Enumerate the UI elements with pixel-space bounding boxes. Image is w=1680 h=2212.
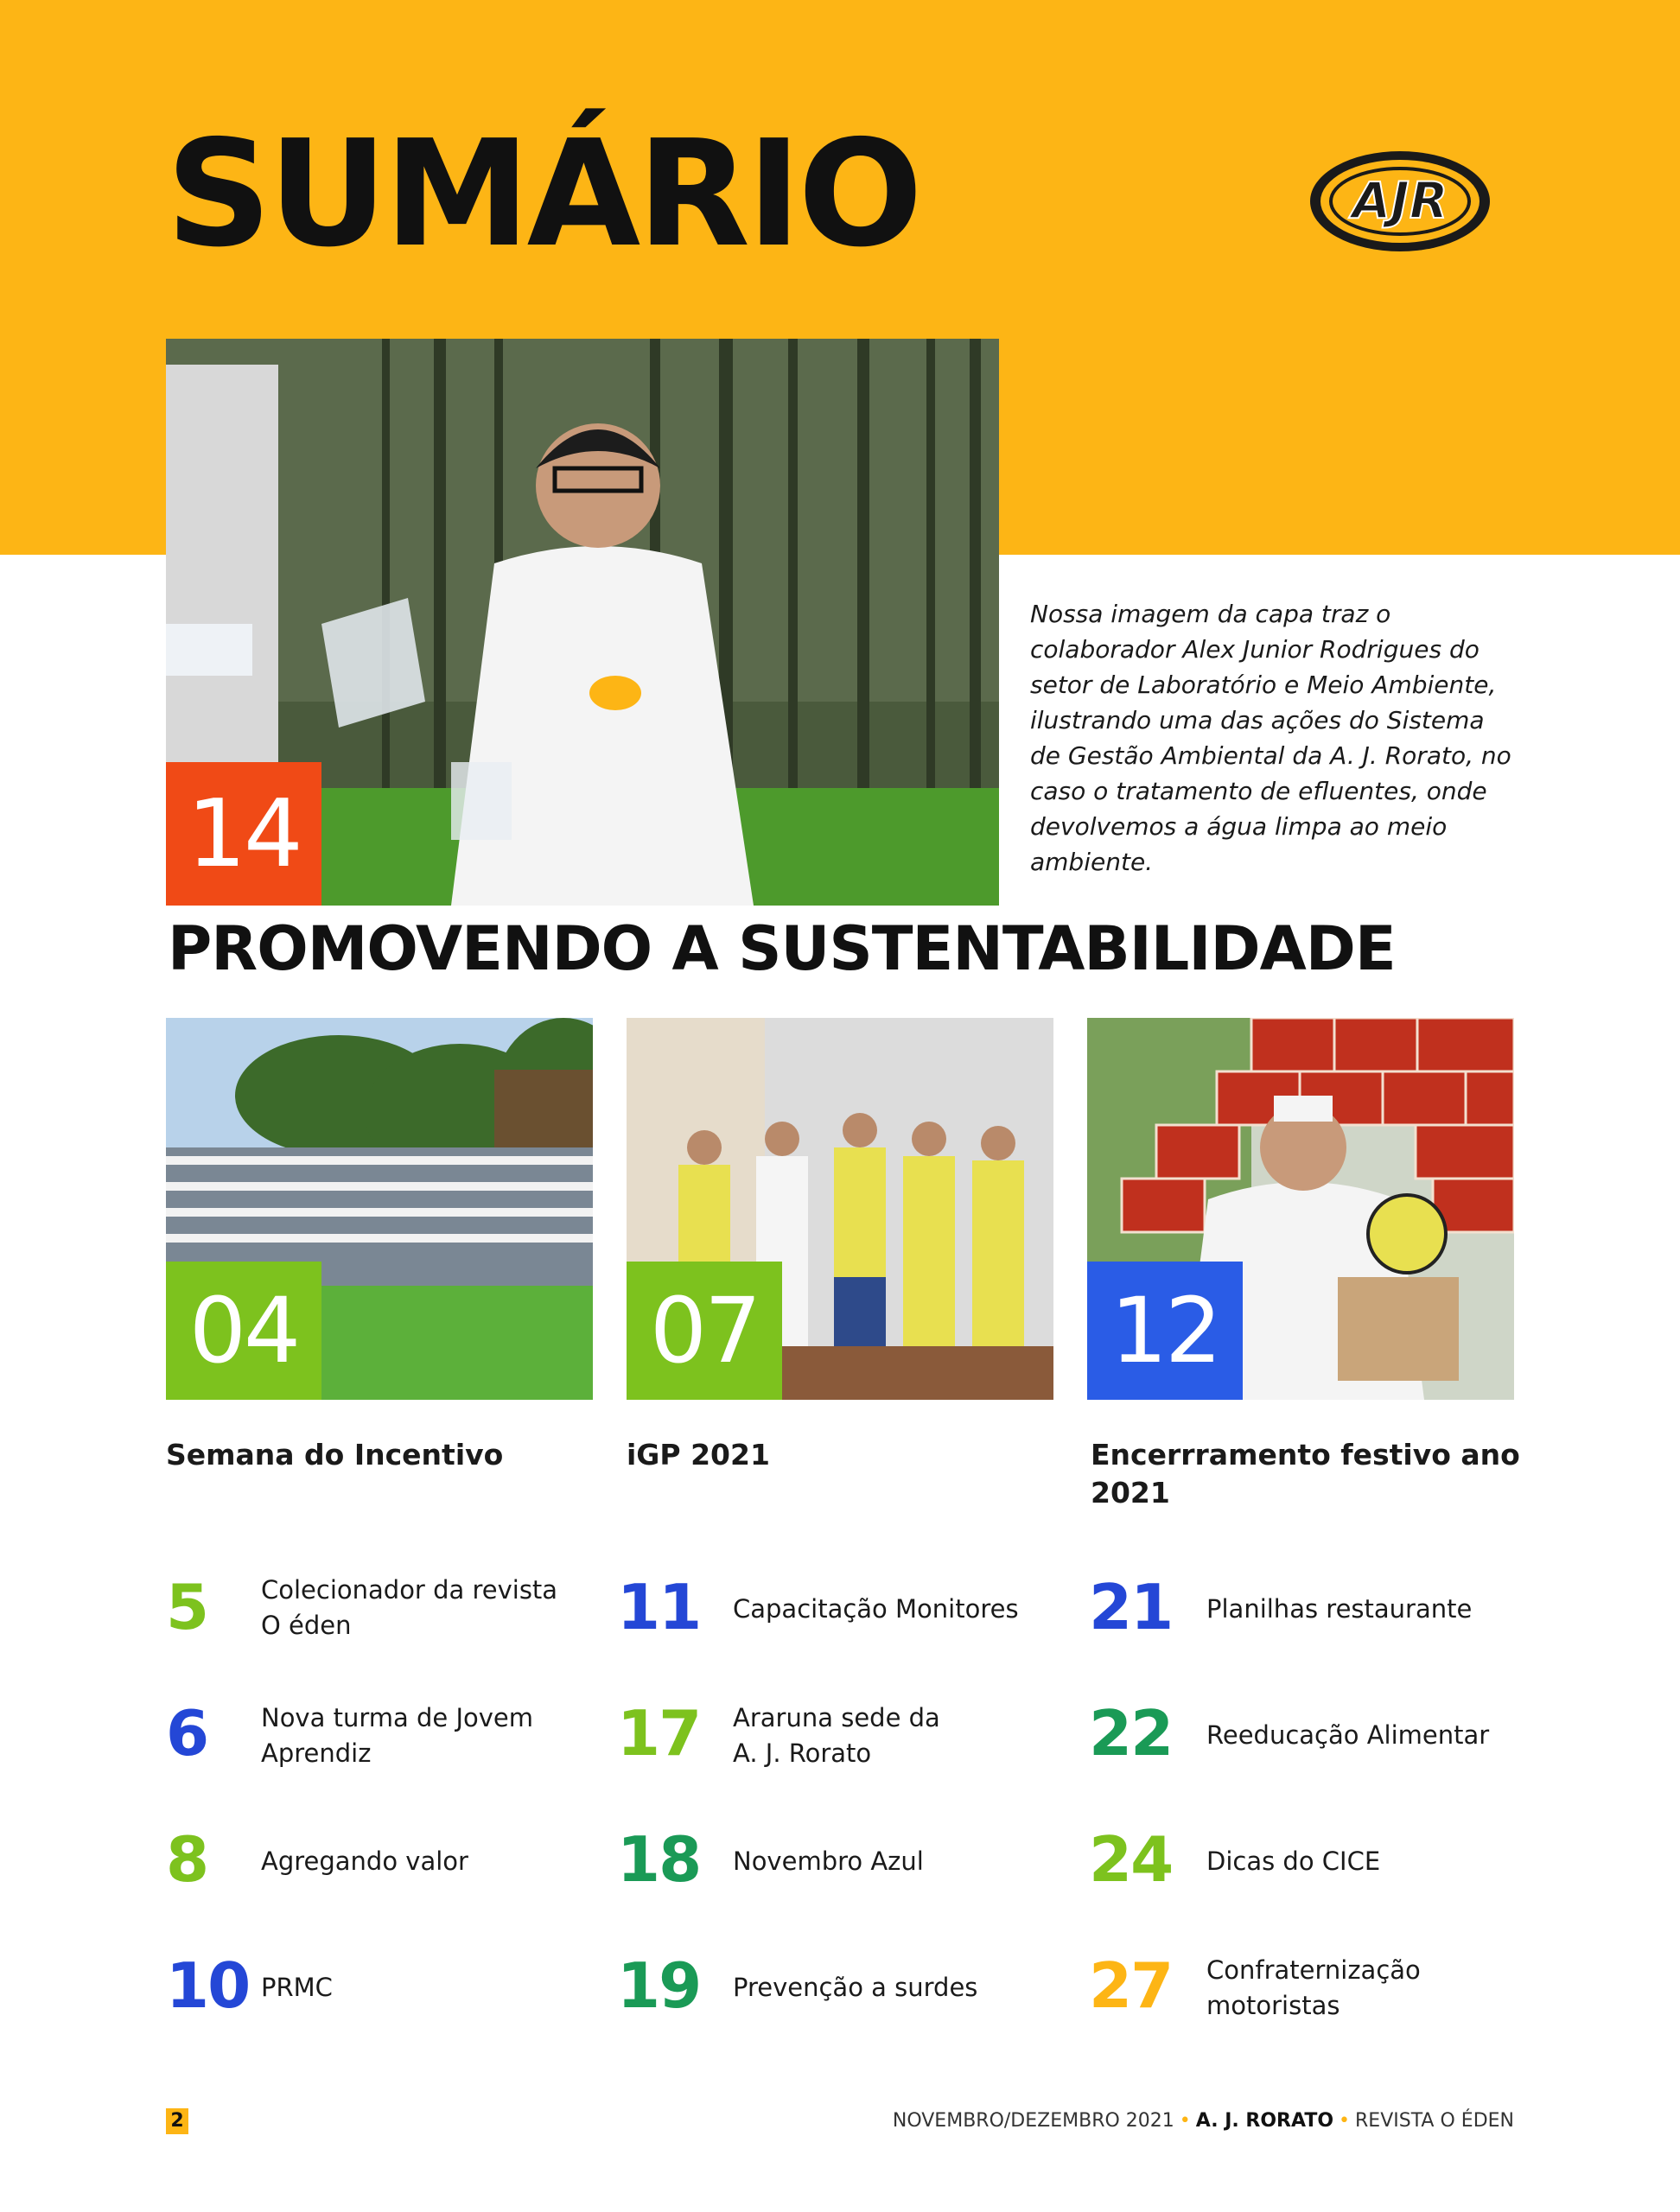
footer-magazine: REVISTA O ÉDEN <box>1355 2110 1514 2132</box>
toc-page-number: 22 <box>1089 1697 1173 1770</box>
toc-item <box>617 1681 700 1785</box>
cover-page-number: 14 <box>166 762 321 906</box>
toc-label: Araruna sede da A. J. Rorato <box>733 1703 940 1768</box>
toc-item <box>166 1681 207 1785</box>
toc-label: Prevenção a surdes <box>733 1973 978 2002</box>
feature-page-number-3: 12 <box>1087 1262 1243 1400</box>
footer-page-number: 2 <box>166 2108 188 2134</box>
page-title: SUMÁRIO <box>166 109 920 280</box>
cover-caption: Nossa imagem da capa traz o colaborador Alex Junior Rodrigues do setor de Laboratório e Meio Ambiente, ilustrando uma das ações do Sistema de Gestão Ambiental da A. J. Rorato, no caso o tratamento de efluentes, onde devolvemos a água limpa ao meio ambiente. <box>1030 600 1511 876</box>
toc-label: Reeducação Alimentar <box>1206 1720 1490 1750</box>
feature-title-2: iGP 2021 <box>627 1438 770 1471</box>
toc-item <box>1089 1934 1172 2037</box>
toc-page-number: 11 <box>617 1571 701 1643</box>
toc-label: Colecionador da revista O éden <box>261 1575 558 1640</box>
toc-page-number: 17 <box>617 1697 701 1770</box>
cover-section-title: PROMOVENDO A SUSTENTABILIDADE <box>168 913 1396 984</box>
toc-page-number: 6 <box>166 1697 208 1770</box>
toc-page-number: 27 <box>1089 1949 1173 2022</box>
toc-item <box>1089 1681 1172 1785</box>
toc-page-number: 5 <box>166 1571 208 1643</box>
feature-title-1: Semana do Incentivo <box>166 1438 504 1471</box>
feature-title-3: Encerrramento festivo ano 2021 <box>1091 1438 1520 1510</box>
toc-item <box>166 1808 207 1911</box>
toc-label: Confraternização motoristas <box>1206 1955 1421 2020</box>
logo-text: AJR <box>1352 171 1448 230</box>
toc-page-number: 19 <box>617 1949 701 2022</box>
toc-label: Agregando valor <box>261 1847 468 1876</box>
toc-item <box>166 1555 207 1659</box>
feature-page-number-1: 04 <box>166 1262 321 1400</box>
toc-label: Planilhas restaurante <box>1206 1594 1473 1624</box>
toc-label: Capacitação Monitores <box>733 1594 1019 1624</box>
toc-page-number: 8 <box>166 1823 208 1896</box>
toc-item <box>1089 1555 1172 1659</box>
toc-label: Dicas do CICE <box>1206 1847 1381 1876</box>
toc-item <box>617 1808 700 1911</box>
toc-item <box>617 1934 700 2037</box>
feature-page-number-2: 07 <box>627 1262 782 1400</box>
footer-issue-line: NOVEMBRO/DEZEMBRO 2021 • A. J. RORATO • REVISTA O ÉDEN <box>892 2110 1514 2132</box>
company-logo <box>1307 149 1493 254</box>
toc-label: Novembro Azul <box>733 1847 924 1876</box>
toc-page-number: 21 <box>1089 1571 1173 1643</box>
toc-label: PRMC <box>261 1973 333 2002</box>
toc-item <box>1089 1808 1172 1911</box>
toc-page-number: 24 <box>1089 1823 1173 1896</box>
toc-page-number: 10 <box>166 1949 250 2022</box>
toc-label: Nova turma de Jovem Aprendiz <box>261 1703 534 1768</box>
toc-item <box>166 1934 249 2037</box>
footer-issue: NOVEMBRO/DEZEMBRO 2021 <box>892 2110 1174 2132</box>
footer-company: A. J. RORATO <box>1195 2110 1334 2132</box>
toc-page-number: 18 <box>617 1823 701 1896</box>
toc-item <box>617 1555 700 1659</box>
